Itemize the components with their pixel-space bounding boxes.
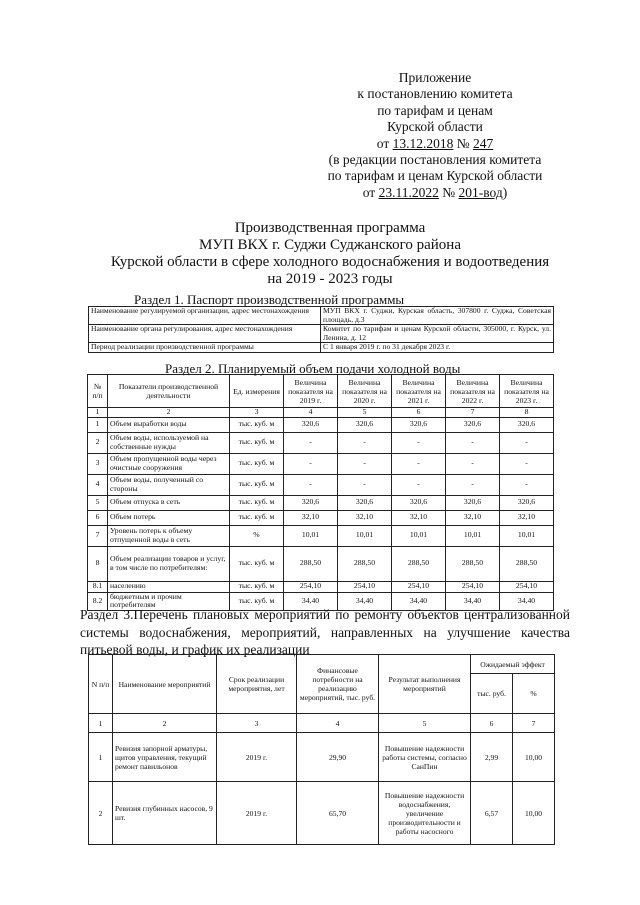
value-cell: -	[392, 453, 446, 474]
unit: тыс. куб. м	[230, 510, 284, 525]
unit: тыс. куб. м	[230, 581, 284, 592]
table-header-row: тыс. руб. %	[89, 674, 555, 714]
unit: тыс. куб. м	[230, 417, 284, 432]
unit: тыс. куб. м	[230, 495, 284, 510]
value-cell: 32,10	[500, 510, 554, 525]
value-cell: -	[446, 474, 500, 495]
resolution-number: 247	[473, 135, 494, 151]
value-cell: 10,01	[338, 525, 392, 546]
row-number: 1	[88, 417, 108, 432]
indicator-name: Объем отпуска в сеть	[108, 495, 230, 510]
value-cell: -	[500, 474, 554, 495]
revision-number: 201-вод	[458, 184, 503, 200]
unit: тыс. куб. м	[230, 474, 284, 495]
value-cell: 254,10	[500, 581, 554, 592]
appendix-revision-line: от 23.11.2022 № 201-вод)	[362, 184, 508, 200]
indicator-name: бюджетным и прочим потребителям	[108, 592, 230, 610]
value-cell: 288,50	[284, 546, 338, 581]
unit: тыс. куб. м	[230, 432, 284, 453]
indicator-name: населению	[108, 581, 230, 592]
indicator-name: Объем воды, полученный со стороны	[108, 474, 230, 495]
value-cell: 254,10	[392, 581, 446, 592]
value-cell: -	[338, 453, 392, 474]
value-cell: 34,40	[392, 592, 446, 610]
value-cell: 10,01	[446, 525, 500, 546]
indicator-name: Объем пропущенной воды через очистные сооружения	[108, 453, 230, 474]
table-row	[88, 525, 554, 546]
value-cell: -	[338, 432, 392, 453]
table-row: Период реализации производственной программы С 1 января 2019 г. по 31 декабря 2023 г.	[89, 343, 554, 353]
table-row	[88, 495, 554, 510]
value-cell: 320,6	[446, 417, 500, 432]
appendix-block	[300, 70, 570, 201]
indicator-name: Объем реализации товаров и услуг, в том числе по потребителям:	[108, 546, 230, 581]
water-volume-table	[87, 374, 554, 611]
value-cell: 32,10	[284, 510, 338, 525]
column-number-row: 1 2 3 4 5 6 7	[89, 714, 555, 733]
value-cell: 32,10	[392, 510, 446, 525]
table-header-row: N п/п Наименование мероприятий Срок реализации мероприятия, лет Финансовые потребности на реализацию мероприятий, тыс. руб. Результат выполнения мероприятий Ожидаемый эффект	[89, 655, 555, 674]
value-cell: 288,50	[392, 546, 446, 581]
section2-heading: Раздел 2. Планируемый объем подачи холодной воды	[165, 361, 461, 376]
value-cell: -	[500, 453, 554, 474]
value-cell: 320,6	[284, 495, 338, 510]
row-number: 5	[88, 495, 108, 510]
value-cell: -	[392, 432, 446, 453]
table-row	[88, 546, 554, 581]
value-cell: 320,6	[500, 495, 554, 510]
row-number: 8.2	[88, 592, 108, 610]
appendix-line: (в редакции постановления комитета	[328, 152, 542, 168]
row-number: 7	[88, 525, 108, 546]
value-cell: 254,10	[338, 581, 392, 592]
passport-table	[88, 306, 554, 353]
value-cell: 32,10	[446, 510, 500, 525]
row-number: 6	[88, 510, 108, 525]
value-cell: 10,01	[392, 525, 446, 546]
value-cell: 320,6	[392, 495, 446, 510]
indicator-name: Объем потерь	[108, 510, 230, 525]
value-cell: 320,6	[446, 495, 500, 510]
value-cell: 320,6	[338, 417, 392, 432]
value-cell: 254,10	[446, 581, 500, 592]
appendix-line: к постановлению комитета	[357, 86, 513, 102]
value-cell: -	[392, 474, 446, 495]
value-cell: -	[446, 432, 500, 453]
value-cell: 34,40	[284, 592, 338, 610]
value-cell: 288,50	[446, 546, 500, 581]
unit: тыс. куб. м	[230, 453, 284, 474]
table-row	[88, 510, 554, 525]
unit: %	[230, 525, 284, 546]
value-cell: -	[284, 474, 338, 495]
water-volume-rows	[88, 417, 554, 610]
value-cell: 288,50	[500, 546, 554, 581]
program-title: Производственная программа МУП ВКХ г. Суджи Суджанского района Курской области в сфере холодного водоснабжения и водоотведения на 2019 - 2023 годы	[110, 220, 550, 287]
value-cell: 34,40	[338, 592, 392, 610]
section1-heading: Раздел 1. Паспорт производственной программы	[134, 292, 405, 307]
appendix-line: Приложение	[398, 70, 472, 85]
row-number: 8.1	[88, 581, 108, 592]
row-number: 8	[88, 546, 108, 581]
measures-table	[88, 654, 555, 845]
table-header-row: № п/п Показатели производственной деятельности Ед. измерения Величина показателя на 2019 г. Величина показателя на 2020 г. Величина показателя на 2021 г. Величина показателя на 2022 г. Величина показателя на 2023 г.	[88, 375, 554, 408]
table-row: Наименование регулируемой организации, адрес местонахождения МУП ВКХ г. Суджи, Курская область, 307800 г. Суджа, Советская площадь, д.3	[89, 307, 554, 325]
value-cell: 320,6	[392, 417, 446, 432]
value-cell: -	[284, 432, 338, 453]
value-cell: 10,01	[284, 525, 338, 546]
column-number-row: 1 2 3 4 5 6 7 8	[88, 408, 554, 418]
table-row	[88, 417, 554, 432]
value-cell: 34,40	[446, 592, 500, 610]
unit: тыс. куб. м	[230, 546, 284, 581]
table-row	[88, 453, 554, 474]
appendix-line: по тарифам и ценам	[377, 102, 493, 118]
row-number: 4	[88, 474, 108, 495]
value-cell: 320,6	[338, 495, 392, 510]
resolution-date: 13.12.2018	[392, 135, 454, 151]
table-row	[88, 581, 554, 592]
table-row: Наименование органа регулирования, адрес местонахождения Комитет по тарифам и ценам Курской области, 305000, г. Курск, ул. Ленина, д. 12	[89, 325, 554, 343]
indicator-name: Объем выработки воды	[108, 417, 230, 432]
indicator-name: Уровень потерь к объему отпущенной воды в сеть	[108, 525, 230, 546]
value-cell: 254,10	[284, 581, 338, 592]
row-number: 3	[88, 453, 108, 474]
section3-heading: Раздел 3.Перечень плановых мероприятий по ремонту объектов централизованной системы водоснабжения, мероприятий, направленных на улучшение качества питьевой воды, и график их реализации	[80, 607, 570, 657]
value-cell: 320,6	[500, 417, 554, 432]
value-cell: -	[284, 453, 338, 474]
table-row	[88, 474, 554, 495]
table-row: 2 Ревизия глубинных насосов, 9 шт. 2019 г. 65,70 Повышение надежности водоснабжения, увеличение производительности и работы насосного 6,57 10,00	[89, 782, 555, 845]
appendix-date-line: от 13.12.2018 № 247	[376, 135, 494, 151]
row-number: 2	[88, 432, 108, 453]
table-row: 1 Ревизия запорной арматуры, щитов управления, текущий ремонт павильонов 2019 г. 29,90 Повышение надежности работы системы, согласно СанПин 2,99 10,00	[89, 733, 555, 782]
appendix-line: по тарифам и ценам Курской области	[327, 168, 543, 184]
appendix-line: Курской области	[387, 119, 483, 135]
value-cell: 32,10	[338, 510, 392, 525]
value-cell: -	[500, 432, 554, 453]
value-cell: 34,40	[500, 592, 554, 610]
indicator-name: Объем воды, используемой на собственные нужды	[108, 432, 230, 453]
table-row	[88, 432, 554, 453]
value-cell: -	[338, 474, 392, 495]
value-cell: 288,50	[338, 546, 392, 581]
value-cell: 10,01	[500, 525, 554, 546]
unit: тыс. куб. м	[230, 592, 284, 610]
value-cell: -	[446, 453, 500, 474]
value-cell: 320,6	[284, 417, 338, 432]
revision-date: 23.11.2022	[378, 184, 439, 200]
